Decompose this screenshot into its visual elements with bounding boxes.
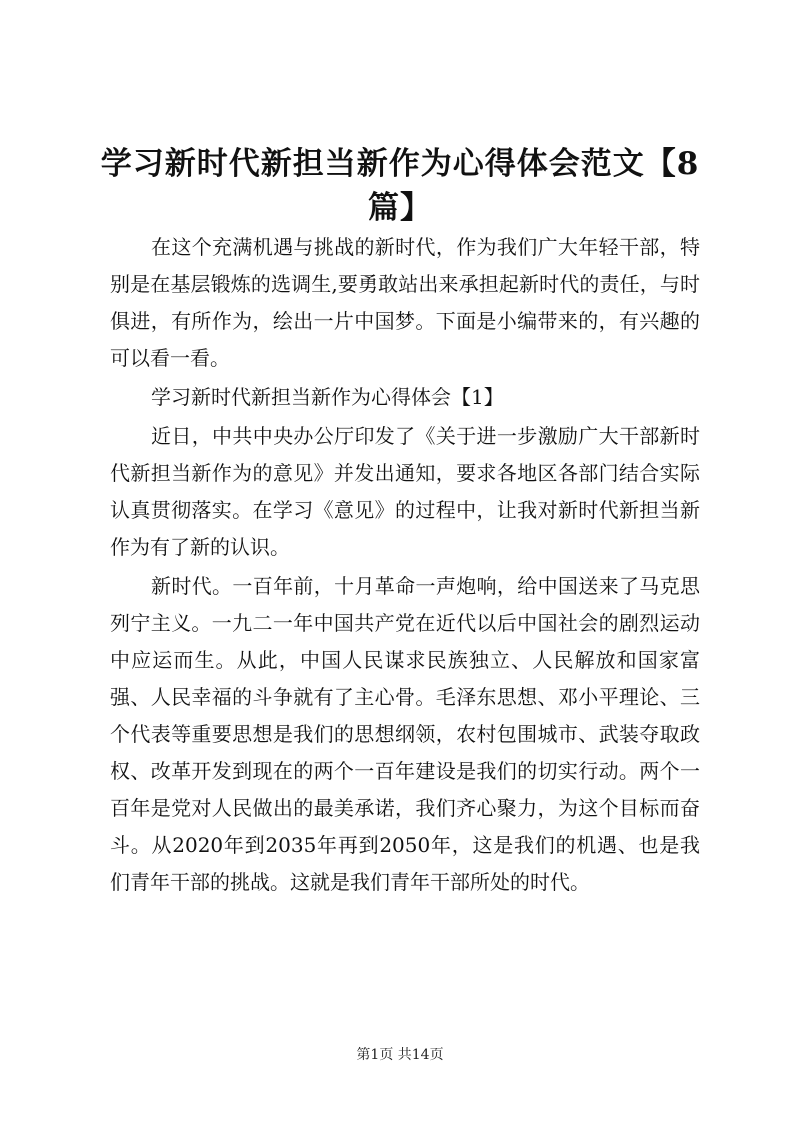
document-body	[110, 229, 700, 901]
body-paragraph: 新时代。一百年前，十月革命一声炮响，给中国送来了马克思列宁主义。一九二一年中国共产党在近代以后中国社会的剧烈运动中应运而生。从此，中国人民谋求民族独立、人民解放和国家富强、人民幸福的斗争就有了主心骨。毛泽东思想、邓小平理论、三个代表等重要思想是我们的思想纲领，农村包围城市、武装夺取政权、改革开发到现在的两个一百年建设是我们的切实行动。两个一百年是党对人民做出的最美承诺，我们齐心聚力，为这个目标而奋斗。从2020年到2035年再到2050年，这是我们的机遇、也是我们青年干部的挑战。这就是我们青年干部所处的时代。	[110, 574, 700, 894]
page-number-footer: 第1页 共14页	[356, 1047, 444, 1063]
section-heading: 学习新时代新担当新作为心得体会【1】	[151, 385, 504, 409]
body-paragraph: 近日，中共中央办公厅印发了《关于进一步激励广大干部新时代新担当新作为的意见》并发出通知，要求各地区各部门结合实际认真贯彻落实。在学习《意见》的过程中，让我对新时代新担当新作为有了新的认识。	[110, 424, 700, 559]
document-title: 学习新时代新担当新作为心得体会范文【8篇】	[100, 146, 700, 226]
intro-paragraph: 在这个充满机遇与挑战的新时代，作为我们广大年轻干部，特别是在基层锻炼的选调生,要勇敢站出来承担起新时代的责任，与时俱进，有所作为，绘出一片中国梦。下面是小编带来的，有兴趣的可以看一看。	[110, 235, 700, 370]
